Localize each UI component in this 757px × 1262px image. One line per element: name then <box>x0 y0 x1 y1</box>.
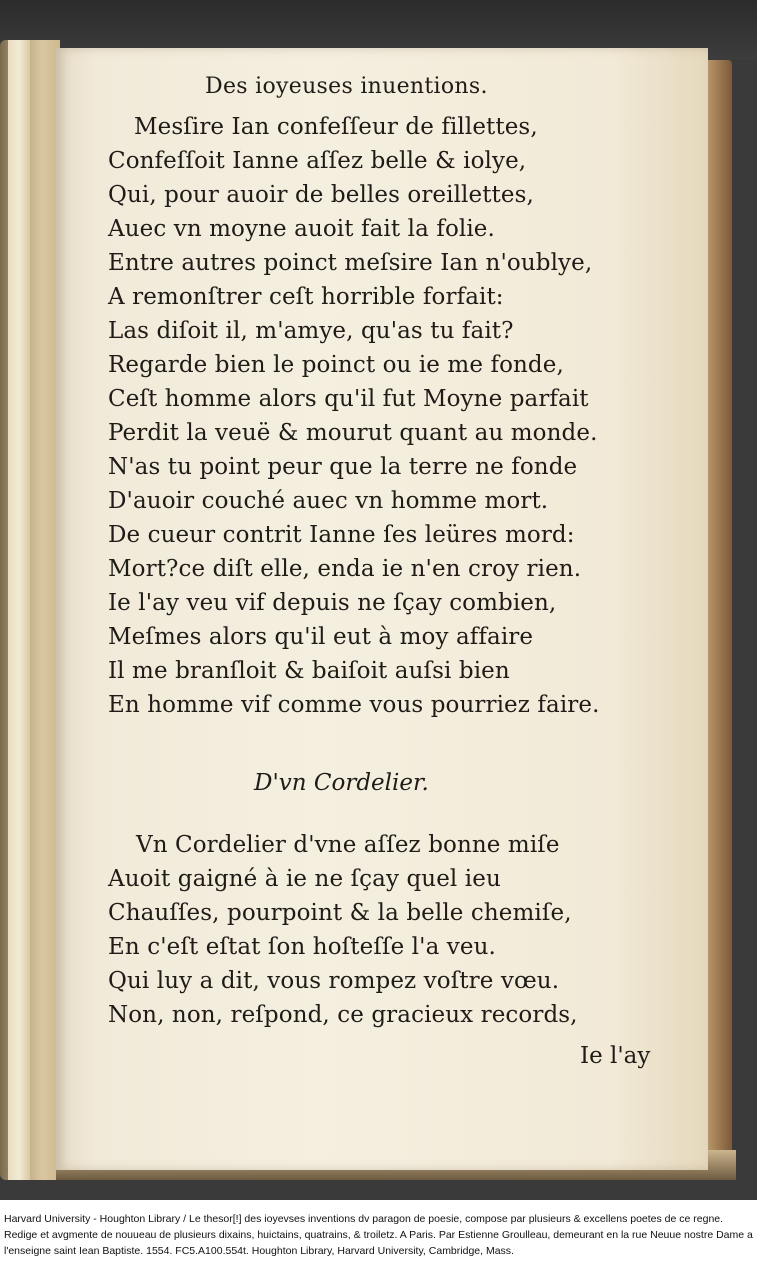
poem-line: D'auoir couché auec vn homme mort. <box>108 488 549 514</box>
poem-line: Qui, pour auoir de belles oreillettes, <box>108 182 534 208</box>
poem-line: Vn Cordelier d'vne aſſez bonne miſe <box>136 832 560 858</box>
poem-line: En c'eſt eſtat ſon hoſteſſe l'a veu. <box>108 934 496 960</box>
poem-line: Qui luy a dit, vous rompez voſtre vœu. <box>108 968 560 994</box>
poem-line: Auoit gaigné à ie ne ſçay quel ieu <box>108 866 501 892</box>
poem-line: Confeſſoit Ianne aſſez belle & iolye, <box>108 148 527 174</box>
catchword: Ie l'ay <box>580 1043 651 1069</box>
running-head: Des ioyeuses inuentions. <box>205 74 488 99</box>
poem-line: Chauſſes, pourpoint & la belle chemiſe, <box>108 900 572 926</box>
poem-line: Mesſire Ian confeſſeur de fillettes, <box>134 114 538 140</box>
poem-line: Entre autres poinct meſsire Ian n'oublye, <box>108 250 593 276</box>
poem-line: Perdit la veuë & mourut quant au monde. <box>108 420 598 446</box>
poem-line: N'as tu point peur que la terre ne fonde <box>108 454 578 480</box>
image-caption: Harvard University - Houghton Library / Le thesor[!] des ioyevses inventions dv paragon de poesie, compose par plusieurs & excellens poetes de ce regne. Redige et avgmente de nouueau de plusieurs dixains, huictains, quatrains, & troiletz. A Paris. Par Estienne Groulleau, demeurant en la rue Neuue nostre Dame a l'enseigne saint Iean Baptiste. 1554. FC5.A100.554t. Houghton Library, Harvard University, Cambridge, Mass. <box>4 1213 753 1257</box>
section-title: D'vn Cordelier. <box>254 770 429 796</box>
poem-line: En homme vif comme vous pourriez faire. <box>108 692 600 718</box>
poem-line: Mort?ce diſt elle, enda ie n'en croy rien. <box>108 556 582 582</box>
poem-line: Ie l'ay veu vif depuis ne ſçay combien, <box>108 590 557 616</box>
poem-line: De cueur contrit Ianne ſes leüres mord: <box>108 522 575 548</box>
poem-line: Non, non, reſpond, ce gracieux records, <box>108 1002 578 1028</box>
poem-line: Las diſoit il, m'amye, qu'as tu fait? <box>108 318 514 344</box>
poem-line: Il me branſloit & baiſoit auſsi bien <box>108 658 510 684</box>
poem-line: Auec vn moyne auoit fait la folie. <box>108 216 495 242</box>
poem-line: Meſmes alors qu'il eut à moy affaire <box>108 624 534 650</box>
poem-line: Regarde bien le poinct ou ie me fonde, <box>108 352 564 378</box>
poem-line: A remonſtrer ceſt horrible forfait: <box>108 284 504 310</box>
poem-line: Ceſt homme alors qu'il fut Moyne parfait <box>108 386 589 412</box>
